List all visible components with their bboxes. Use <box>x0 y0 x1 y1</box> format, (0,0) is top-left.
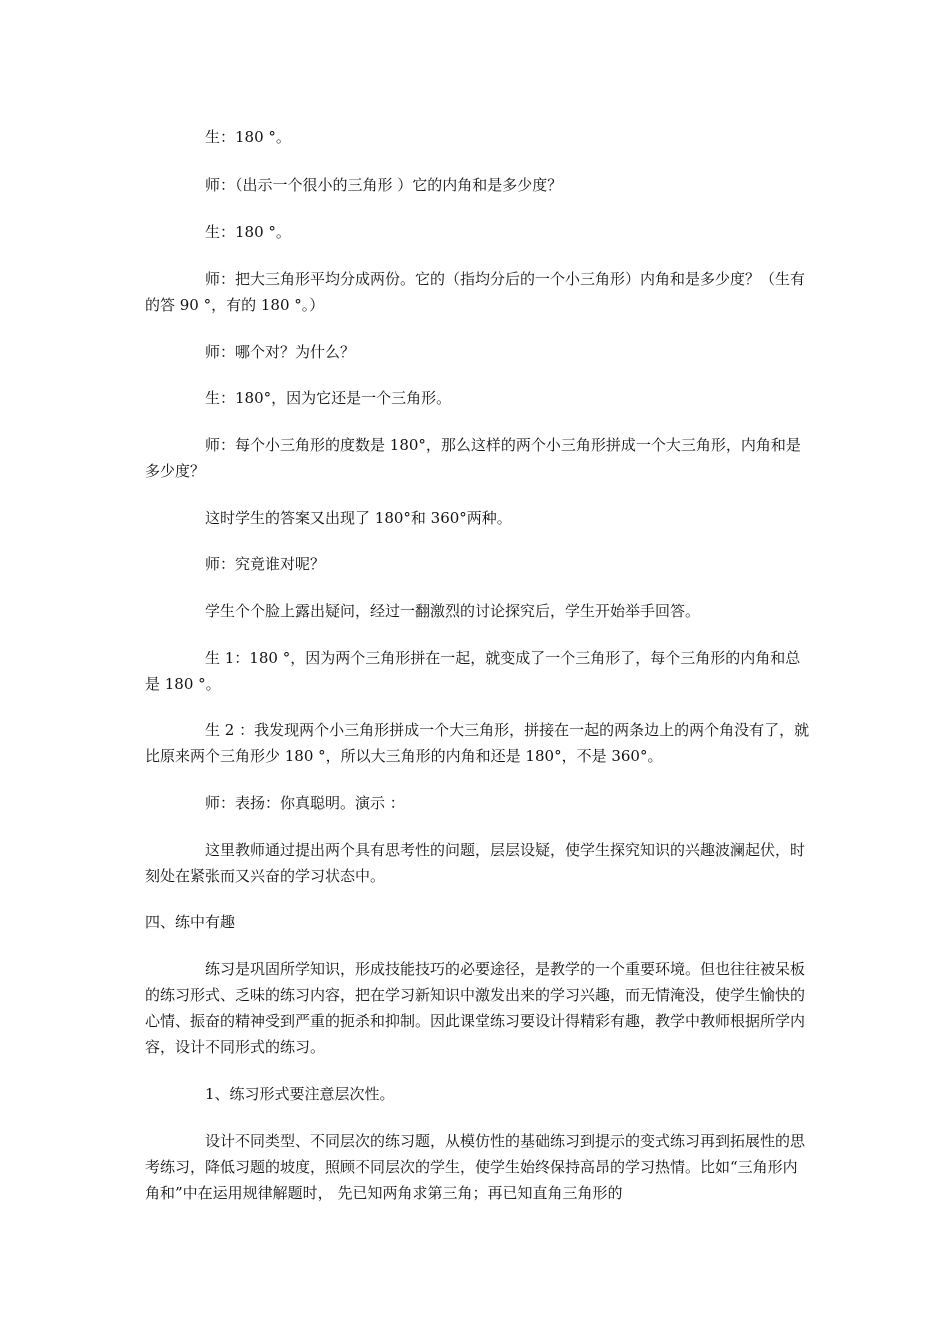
paragraph-9: 师：究竟谁对呢？ <box>205 555 326 573</box>
paragraph-7: 师：每个小三角形的度数是 180°，那么这样的两个小三角形拼成一个大三角形，内角和是多少度？ <box>145 436 801 480</box>
paragraph-4: 师：把大三角形平均分成两份。它的（指均分后的一个小三角形）内角和是多少度？（生有的答 90 °，有的 180 °。） <box>145 270 806 314</box>
paragraph-3: 生：180 °。 <box>205 223 291 241</box>
subheading-1: 1、练习形式要注意层次性。 <box>205 1085 395 1103</box>
paragraph-6: 生：180°，因为它还是一个三角形。 <box>205 389 452 407</box>
section-heading: 四、练中有趣 <box>145 913 236 931</box>
paragraph-5: 师：哪个对？为什么？ <box>205 343 356 361</box>
paragraph-18: 设计不同类型、不同层次的练习题，从模仿性的基础练习到提示的变式练习再到拓展性的思考练习，降低习题的坡度，照顾不同层次的学生，使学生始终保持高昂的学习热情。比如“三角形内角和”中在运用规律解题时， 先已知两角求第三角；再已知直角三角形的 <box>145 1132 806 1202</box>
paragraph-11: 生 1：180 °，因为两个三角形拼在一起，就变成了一个三角形了，每个三角形的内角和总是 180 °。 <box>145 649 801 693</box>
paragraph-1: 生：180 °。 <box>205 128 291 146</box>
paragraph-2: 师：（出示一个很小的三角形 ）它的内角和是多少度？ <box>205 176 563 194</box>
paragraph-13: 师：表扬：你真聪明。演示 ： <box>205 794 405 812</box>
paragraph-10: 学生个个脸上露出疑问，经过一翻激烈的讨论探究后，学生开始举手回答。 <box>205 602 701 620</box>
paragraph-16: 练习是巩固所学知识，形成技能技巧的必要途径，是教学的一个重要环境。但也往往被呆板的练习形式、乏味的练习内容，把在学习新知识中激发出来的学习兴趣，而无情淹没，使学生愉快的心情、振奋的精神受到严重的扼杀和抑制。因此课堂练习要设计得精彩有趣，教学中教师根据所学内容，设计不同形式的练习。 <box>145 960 806 1056</box>
paragraph-14: 这里教师通过提出两个具有思考性的问题，层层设疑，使学生探究知识的兴趣波澜起伏，时刻处在紧张而又兴奋的学习状态中。 <box>145 841 806 885</box>
paragraph-8: 这时学生的答案又出现了 180°和 360°两种。 <box>205 509 512 527</box>
paragraph-12: 生 2 ：我发现两个小三角形拼成一个大三角形，拼接在一起的两条边上的两个角没有了，就比原来两个三角形少 180 °，所以大三角形的内角和还是 180°，不是 360°。 <box>145 721 810 765</box>
